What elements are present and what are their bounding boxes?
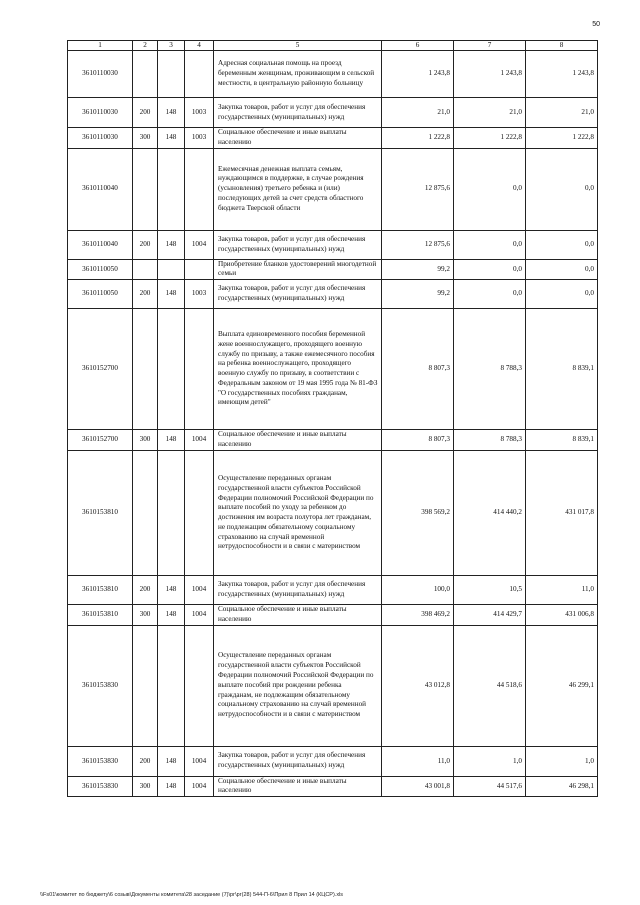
value6-cell: 398 469,2 <box>382 605 454 626</box>
col4-cell: 1003 <box>185 128 214 149</box>
name-cell: Закупка товаров, работ и услуг для обеспечения государственных (муниципальных) нужд <box>214 746 382 776</box>
col4-cell <box>185 259 214 280</box>
name-cell: Осуществление переданных органам государственной власти субъектов Российской Федерации полномочий Российской Федерации по выплате пособий при рождении ребенка гражданам, не подлежащим обязательному социальному страхованию на случай временной нетрудоспособности и в связи с материнством <box>214 625 382 746</box>
value7-cell: 414 440,2 <box>454 451 526 576</box>
col2-cell: 200 <box>133 746 158 776</box>
col4-cell: 1004 <box>185 746 214 776</box>
table-header-row <box>68 41 598 51</box>
value7-cell: 0,0 <box>454 148 526 230</box>
col2-cell <box>133 309 158 430</box>
code-cell: 3610110050 <box>68 259 133 280</box>
value6-cell: 12 875,6 <box>382 148 454 230</box>
value7-cell: 21,0 <box>454 98 526 128</box>
col3-cell: 148 <box>158 430 185 451</box>
value6-cell: 398 569,2 <box>382 451 454 576</box>
code-cell: 3610153810 <box>68 451 133 576</box>
col4-cell <box>185 148 214 230</box>
col3-cell: 148 <box>158 230 185 259</box>
table-row <box>68 98 598 128</box>
col2-cell: 200 <box>133 98 158 128</box>
value7-cell: 8 788,3 <box>454 309 526 430</box>
value8-cell: 46 299,1 <box>526 625 598 746</box>
col2-cell: 200 <box>133 230 158 259</box>
value8-cell: 8 839,1 <box>526 430 598 451</box>
value6-cell: 8 807,3 <box>382 309 454 430</box>
value8-cell: 431 006,8 <box>526 605 598 626</box>
header-cell: 4 <box>185 41 214 51</box>
code-cell: 3610110030 <box>68 51 133 98</box>
col4-cell: 1004 <box>185 430 214 451</box>
value8-cell: 1 243,8 <box>526 51 598 98</box>
value6-cell: 1 243,8 <box>382 51 454 98</box>
value6-cell: 43 001,8 <box>382 776 454 797</box>
value6-cell: 12 875,6 <box>382 230 454 259</box>
col4-cell: 1004 <box>185 576 214 605</box>
name-cell: Приобретение бланков удостоверений многодетной семьи <box>214 259 382 280</box>
col2-cell <box>133 625 158 746</box>
value6-cell: 99,2 <box>382 259 454 280</box>
header-cell: 7 <box>454 41 526 51</box>
name-cell: Закупка товаров, работ и услуг для обеспечения государственных (муниципальных) нужд <box>214 230 382 259</box>
file-path-footer: \\Fs01\комитет по бюджету\6 созыв\Документы комитета\28 заседание (7)\рг\рг(28) 544-П-6\Прил 8 Прил 14 (КЦСР).xls <box>40 892 344 898</box>
value8-cell: 0,0 <box>526 259 598 280</box>
col2-cell <box>133 51 158 98</box>
value7-cell: 0,0 <box>454 230 526 259</box>
col4-cell <box>185 451 214 576</box>
name-cell: Закупка товаров, работ и услуг для обеспечения государственных (муниципальных) нужд <box>214 576 382 605</box>
header-cell: 3 <box>158 41 185 51</box>
table-row <box>68 576 598 605</box>
value7-cell: 1 222,8 <box>454 128 526 149</box>
name-cell: Закупка товаров, работ и услуг для обеспечения государственных (муниципальных) нужд <box>214 98 382 128</box>
value6-cell: 8 807,3 <box>382 430 454 451</box>
value6-cell: 11,0 <box>382 746 454 776</box>
value8-cell: 46 298,1 <box>526 776 598 797</box>
col2-cell <box>133 148 158 230</box>
value7-cell: 0,0 <box>454 259 526 280</box>
name-cell: Социальное обеспечение и иные выплаты населению <box>214 128 382 149</box>
col3-cell: 148 <box>158 746 185 776</box>
col2-cell: 300 <box>133 776 158 797</box>
value8-cell: 1 222,8 <box>526 128 598 149</box>
table-row <box>68 51 598 98</box>
col3-cell: 148 <box>158 128 185 149</box>
code-cell: 3610110030 <box>68 98 133 128</box>
col3-cell <box>158 309 185 430</box>
code-cell: 3610153830 <box>68 776 133 797</box>
col4-cell: 1003 <box>185 98 214 128</box>
col3-cell <box>158 625 185 746</box>
value8-cell: 431 017,8 <box>526 451 598 576</box>
value7-cell: 0,0 <box>454 280 526 309</box>
table-row <box>68 430 598 451</box>
table-row <box>68 746 598 776</box>
table-row <box>68 309 598 430</box>
value6-cell: 1 222,8 <box>382 128 454 149</box>
name-cell: Закупка товаров, работ и услуг для обеспечения государственных (муниципальных) нужд <box>214 280 382 309</box>
header-cell: 2 <box>133 41 158 51</box>
table-row <box>68 625 598 746</box>
code-cell: 3610110040 <box>68 148 133 230</box>
col4-cell <box>185 51 214 98</box>
code-cell: 3610152700 <box>68 309 133 430</box>
value7-cell: 8 788,3 <box>454 430 526 451</box>
col2-cell: 300 <box>133 605 158 626</box>
code-cell: 3610110050 <box>68 280 133 309</box>
value7-cell: 44 518,6 <box>454 625 526 746</box>
code-cell: 3610152700 <box>68 430 133 451</box>
header-cell: 5 <box>214 41 382 51</box>
value7-cell: 414 429,7 <box>454 605 526 626</box>
value8-cell: 1,0 <box>526 746 598 776</box>
code-cell: 3610110030 <box>68 128 133 149</box>
code-cell: 3610153810 <box>68 576 133 605</box>
table-row <box>68 230 598 259</box>
col2-cell: 200 <box>133 576 158 605</box>
code-cell: 3610153830 <box>68 625 133 746</box>
name-cell: Социальное обеспечение и иные выплаты населению <box>214 776 382 797</box>
col3-cell <box>158 259 185 280</box>
value6-cell: 99,2 <box>382 280 454 309</box>
col2-cell <box>133 259 158 280</box>
value8-cell: 11,0 <box>526 576 598 605</box>
col4-cell: 1003 <box>185 280 214 309</box>
name-cell: Социальное обеспечение и иные выплаты населению <box>214 605 382 626</box>
table-row <box>68 605 598 626</box>
value8-cell: 0,0 <box>526 148 598 230</box>
value8-cell: 8 839,1 <box>526 309 598 430</box>
table-row <box>68 259 598 280</box>
value7-cell: 10,5 <box>454 576 526 605</box>
code-cell: 3610153830 <box>68 746 133 776</box>
value6-cell: 100,0 <box>382 576 454 605</box>
value8-cell: 0,0 <box>526 280 598 309</box>
name-cell: Выплата единовременного пособия беременной жене военнослужащего, проходящего военную службу по призыву, а также ежемесячного пособия на ребенка военнослужащего, проходящего военную службу по призыву, в соответствии с Федеральным законом от 19 мая 1995 года № 81-ФЗ "О государственных пособиях гражданам, имеющим детей" <box>214 309 382 430</box>
col2-cell <box>133 451 158 576</box>
table-row <box>68 776 598 797</box>
value8-cell: 21,0 <box>526 98 598 128</box>
value7-cell: 1 243,8 <box>454 51 526 98</box>
col3-cell <box>158 148 185 230</box>
budget-table <box>67 40 598 797</box>
col4-cell: 1004 <box>185 605 214 626</box>
table-row <box>68 451 598 576</box>
col3-cell: 148 <box>158 280 185 309</box>
value6-cell: 21,0 <box>382 98 454 128</box>
name-cell: Осуществление переданных органам государственной власти субъектов Российской Федерации полномочий Российской Федерации по выплате пособий по уходу за ребенком до достижения им возраста полутора лет гражданам, не подлежащим обязательному социальному страхованию на случай временной нетрудоспособности и в связи с материнством <box>214 451 382 576</box>
col2-cell: 200 <box>133 280 158 309</box>
value6-cell: 43 012,8 <box>382 625 454 746</box>
col2-cell: 300 <box>133 128 158 149</box>
table-row <box>68 128 598 149</box>
col2-cell: 300 <box>133 430 158 451</box>
name-cell: Социальное обеспечение и иные выплаты населению <box>214 430 382 451</box>
value7-cell: 1,0 <box>454 746 526 776</box>
value7-cell: 44 517,6 <box>454 776 526 797</box>
col3-cell <box>158 51 185 98</box>
col3-cell: 148 <box>158 576 185 605</box>
name-cell: Ежемесячная денежная выплата семьям, нуждающимся в поддержке, в случае рождения (усыновления) третьего ребенка и (или) последующих детей за счет средств областного бюджета Тверской области <box>214 148 382 230</box>
header-cell: 8 <box>526 41 598 51</box>
page-number: 50 <box>592 21 600 28</box>
col4-cell <box>185 309 214 430</box>
table-row <box>68 148 598 230</box>
col4-cell: 1004 <box>185 230 214 259</box>
table-row <box>68 280 598 309</box>
col4-cell: 1004 <box>185 776 214 797</box>
col3-cell: 148 <box>158 605 185 626</box>
col3-cell: 148 <box>158 776 185 797</box>
col3-cell: 148 <box>158 98 185 128</box>
code-cell: 3610110040 <box>68 230 133 259</box>
header-cell: 6 <box>382 41 454 51</box>
col4-cell <box>185 625 214 746</box>
col3-cell <box>158 451 185 576</box>
value8-cell: 0,0 <box>526 230 598 259</box>
header-cell: 1 <box>68 41 133 51</box>
code-cell: 3610153810 <box>68 605 133 626</box>
name-cell: Адресная социальная помощь на проезд беременным женщинам, проживающим в сельской местности, в центральную районную больницу <box>214 51 382 98</box>
